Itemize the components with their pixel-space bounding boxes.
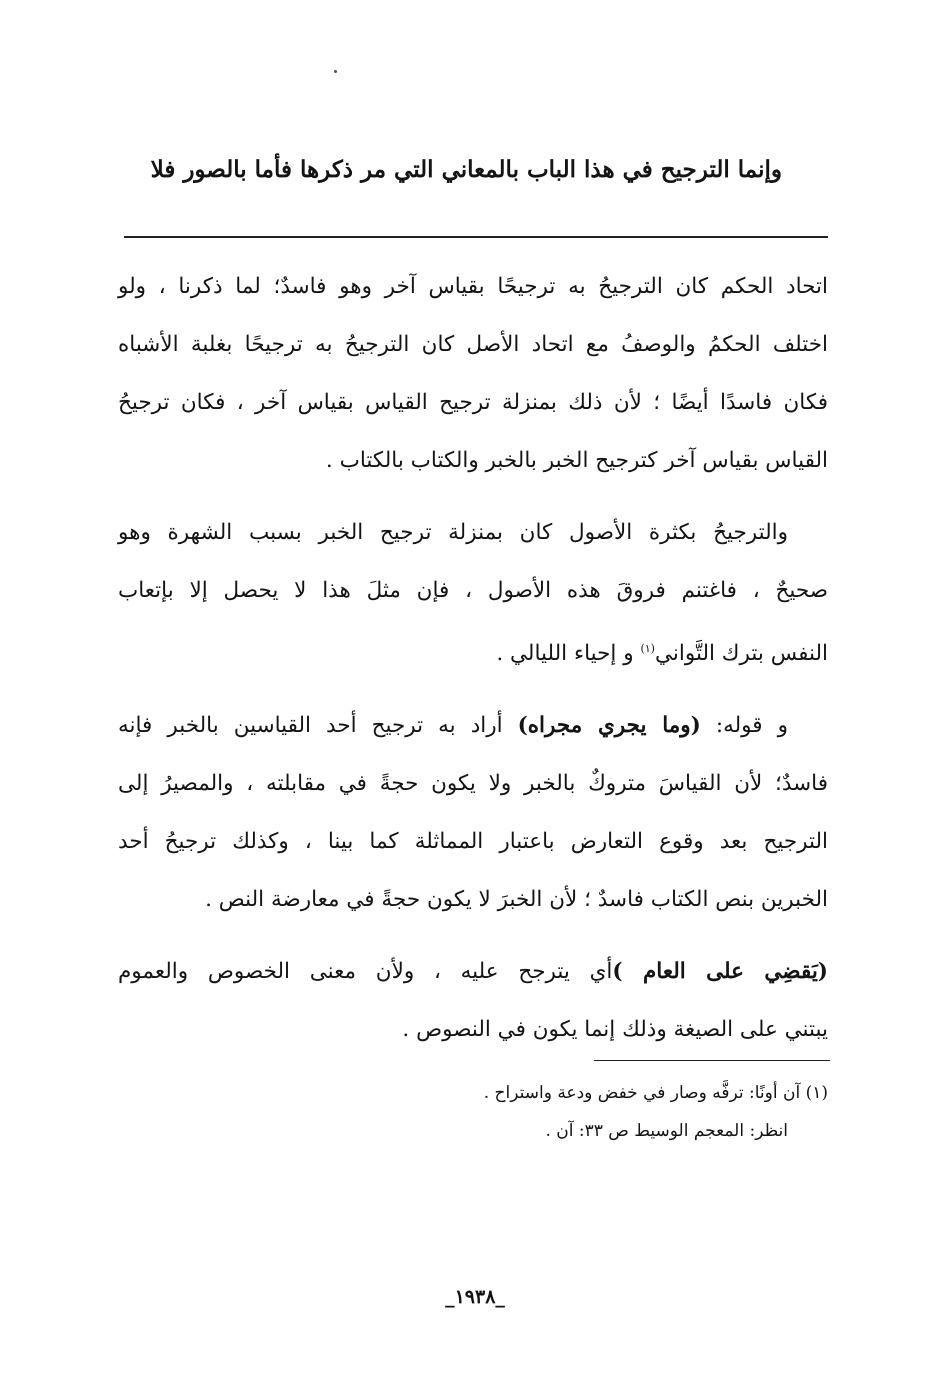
- text-line: القياس بقياس آخر كترجيح الخبر بالخبر والكتاب بالكتاب .: [325, 448, 828, 473]
- page-number: _١٩٣٨_: [445, 1286, 505, 1308]
- page-speck: [334, 70, 337, 73]
- text-segment: النفس بترك التَّواني: [654, 641, 828, 667]
- text-segment: أراد به ترجيح أحد القياسين بالخبر فإنه: [118, 713, 518, 739]
- footnote-rule: [594, 1060, 830, 1061]
- text-line: فكان فاسدًا أيضًا ؛ لأن ذلك بمنزلة ترجيح القياس بقياس آخر ، فكان ترجيحُ: [118, 390, 828, 415]
- text-line: فاسدٌ؛ لأن القياسَ متروكٌ بالخبر ولا يكون حجةً في مقابلته ، والمصيرُ إلى: [118, 771, 828, 797]
- text-line: اتحاد الحكم كان الترجيحُ به ترجيحًا بقياس آخر وهو فاسدٌ؛ لما ذكرنا ، ولو: [118, 274, 828, 299]
- paragraph-1: [118, 258, 828, 490]
- footnotes: [228, 1074, 828, 1150]
- quoted-phrase: (يَقضِي على العام ): [612, 959, 828, 985]
- page-header: [142, 150, 782, 190]
- text-segment: و إحياء الليالي .: [496, 641, 641, 667]
- text-line: [118, 943, 828, 1001]
- text-line: والترجيحُ بكثرة الأصول كان بمنزلة ترجيح الخبر بسبب الشهرة وهو: [118, 520, 788, 545]
- text-line: [118, 697, 828, 755]
- text-line: الخبرين بنص الكتاب فاسدٌ ؛ لأن الخبرَ لا يكون حجةً في معارضة النص .: [205, 887, 828, 913]
- paragraph-2: [118, 504, 828, 683]
- paragraph-3: [118, 697, 828, 929]
- text-line: اختلف الحكمُ والوصفُ مع اتحاد الأصل كان الترجيحُ به ترجيحًا بغلبة الأشباه: [118, 332, 828, 357]
- quoted-phrase: (وما يجري مجراه): [517, 713, 701, 739]
- text-segment: و قوله:: [700, 713, 788, 739]
- text-line: يبتني على الصيغة وذلك إنما يكون في النصوص .: [402, 1017, 828, 1043]
- header-text: وإنما الترجيح في هذا الباب بالمعاني التي مر ذكرها فأما بالصور فلا: [150, 156, 782, 183]
- text-segment: أي يترجح عليه ، ولأن معنى الخصوص والعموم: [118, 959, 613, 985]
- text-line: الترجيح بعد وقوع التعارض باعتبار المماثلة كما بينا ، وكذلك ترجيحُ أحد: [118, 829, 828, 855]
- paragraph-4: [118, 943, 828, 1059]
- header-rule: [124, 236, 828, 238]
- text-line: صحيحٌ ، فاغتنم فروقَ هذه الأصول ، فإن مثلَ هذا لا يحصل إلا بإتعاب: [118, 578, 828, 603]
- footnote-marker: (١): [640, 642, 655, 655]
- text-line: [118, 620, 828, 683]
- footnote-line: (١) آن أونًا: ترفَّه وصار في خفض ودعة واستراح .: [483, 1083, 828, 1103]
- main-text: [118, 258, 828, 1073]
- footnote-line: انظر: المعجم الوسيط ص ٣٣: آن .: [545, 1121, 788, 1141]
